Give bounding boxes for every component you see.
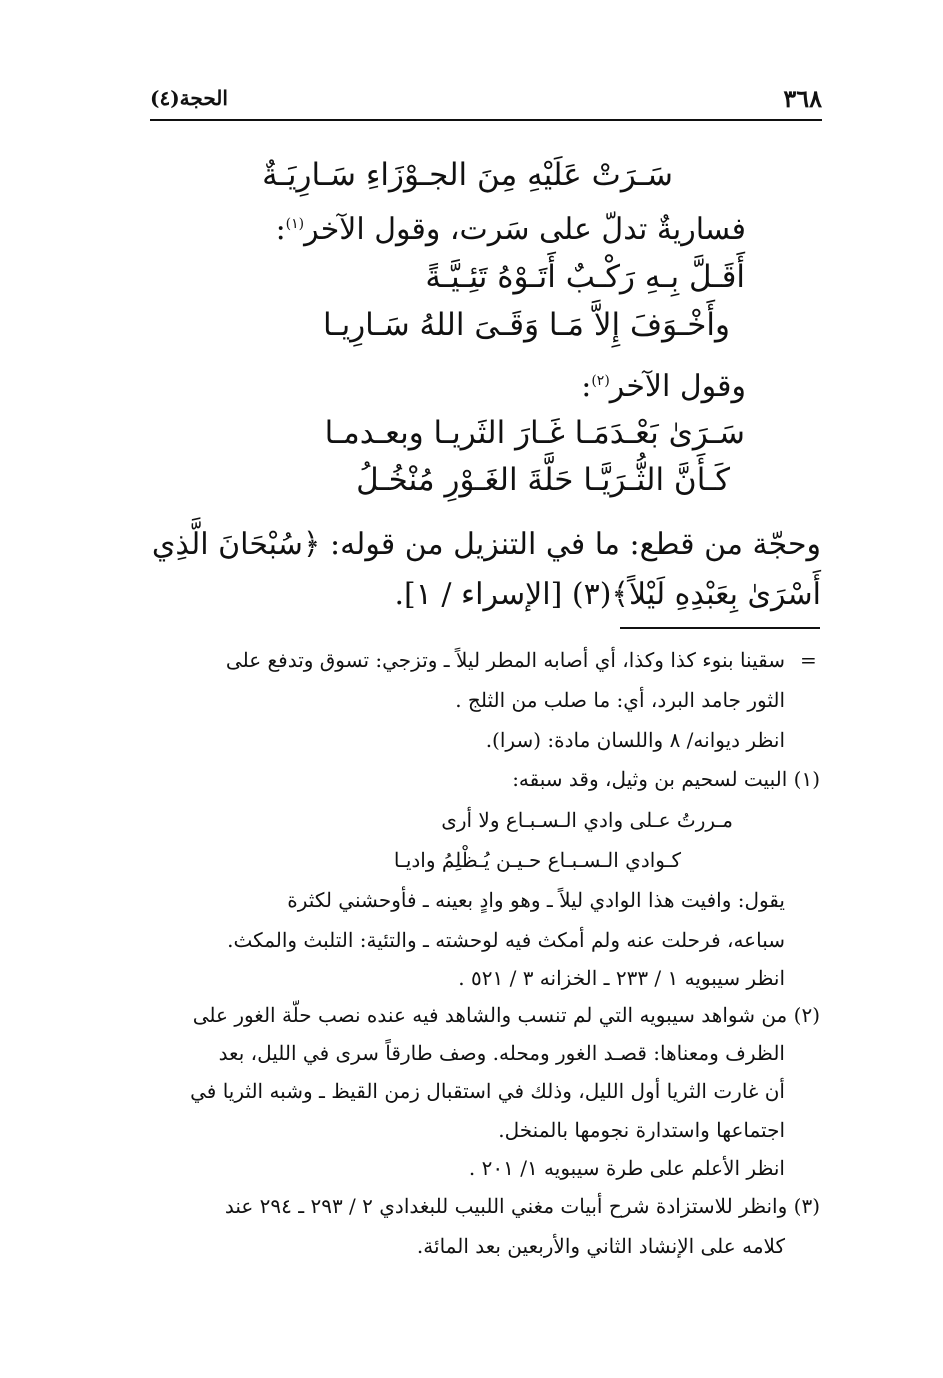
footnote-1-line-2: يقول: وافيت هذا الوادي ليلاً ـ وهو وادٍ بعينه ـ فأوحشني لكثرة [287,888,785,912]
footnote-1-verse-1: مـررتُ عـلى وادي الـسـبـاع ولا أرى [441,808,733,832]
verse-line-3a: سَـرَىٰ بَعْـدَمَـا غَـارَ الثَريـا وبعـدمـا [324,415,745,451]
footnote-2-line-3: أن غارت الثريا أول الليل، وذلك في استقبال زمن القيظ ـ وشبه الثريا في [190,1079,785,1103]
header-rule [150,119,822,121]
verse-line-1: سَـرَتْ عَلَيْهِ مِنَ الجـوْزَاءِ سَـارِيَـةٌ [262,157,673,193]
verse-line-2b: وأَخْـوَفَ إِلاَّ مَـا وَقَـىَ اللهُ سَـارِيـا [323,307,730,343]
footnote-1-line-1: (١) البيت لسحيم بن وثيل، وقد سبقه: [512,767,820,791]
footnote-cont-line-3: انظر ديوانه/ ٨ واللسان مادة: (سرا). [485,728,785,752]
footnote-2-line-5: انظر الأعلم على طرة سيبويه ١/ ٢٠١ . [468,1156,785,1180]
footnote-ref-1: (١) [285,216,305,232]
footnote-3-line-2: كلامه على الإنشاد الثاني والأربعين بعد المائة. [416,1234,785,1258]
footnote-separator [620,627,820,629]
intro-2-text: وقول الآخر [609,369,746,404]
intro-1-text: فساريةٌ تدلّ على سَرت، وقول الآخر [304,212,746,247]
body-paragraph-line-1: وحجّة من قطع: ما في التنزيل من قوله: ﴿سُبْحَانَ الَّذِي [151,527,821,562]
intro-1-colon: : [275,212,286,247]
footnote-1-verse-2: كـوادي الـسـبـاع حـيـن يُـظْلِمُ واديـا [393,848,681,872]
intro-2-colon: : [581,369,592,404]
page-header [150,84,822,118]
footnote-3-line-1: (٣) وانظر للاستزادة شرح أبيات مغني اللبيب للبغدادي ٢ / ٢٩٣ ـ ٢٩٤ عند [224,1194,820,1218]
footnote-1-line-4: انظر سيبويه ١ / ٢٣٣ ـ الخزانه ٣ / ٥٢١ . [458,966,785,990]
footnote-cont-line-2: الثور جامد البرد، أي: ما صلب من الثلج . [455,688,785,712]
body-intro-1 [275,212,746,247]
page-number: ٣٦٨ [783,84,822,113]
body-paragraph-line-2: أَسْرَىٰ بِعَبْدِهِ لَيْلاً﴾(٣) [الإسراء / ١]. [394,577,821,612]
footnote-1-line-3: سباعه، فرحلت عنه ولم أمكث فيه لوحشته ـ والتئية: التلبث والمكث. [227,928,785,952]
continuation-marker: = [800,648,817,672]
verse-line-2a: أَقَـلَّ بِـهِ رَكْـبٌ أَتَـوْهُ تَئِـيَّـةً [425,259,745,295]
footnote-2-line-1: (٢) من شواهد سيبويه التي لم تنسب والشاهد فيه عنده نصب حلّة الغور على [192,1003,820,1027]
footnote-2-line-2: الظرف ومعناها: قصـد الغور ومحله. وصف طارقاً سرى في الليل، بعد [218,1041,785,1065]
verse-line-3b: كَـأَنَّ الثُّـرَيَّـا حَلَّةَ الغَـوْرِ مُنْخُـلُ [356,462,730,498]
body-intro-2 [581,369,746,404]
footnote-ref-2: (٢) [591,373,610,389]
footnote-cont-line-1: سقينا بنوء كذا وكذا، أي أصابه المطر ليلاً ـ وتزجي: تسوق وتدفع على [225,648,785,672]
footnote-2-line-4: اجتماعها واستدارة نجومها بالمنخل. [498,1118,785,1142]
running-title: الحجة(٤) [150,86,228,110]
